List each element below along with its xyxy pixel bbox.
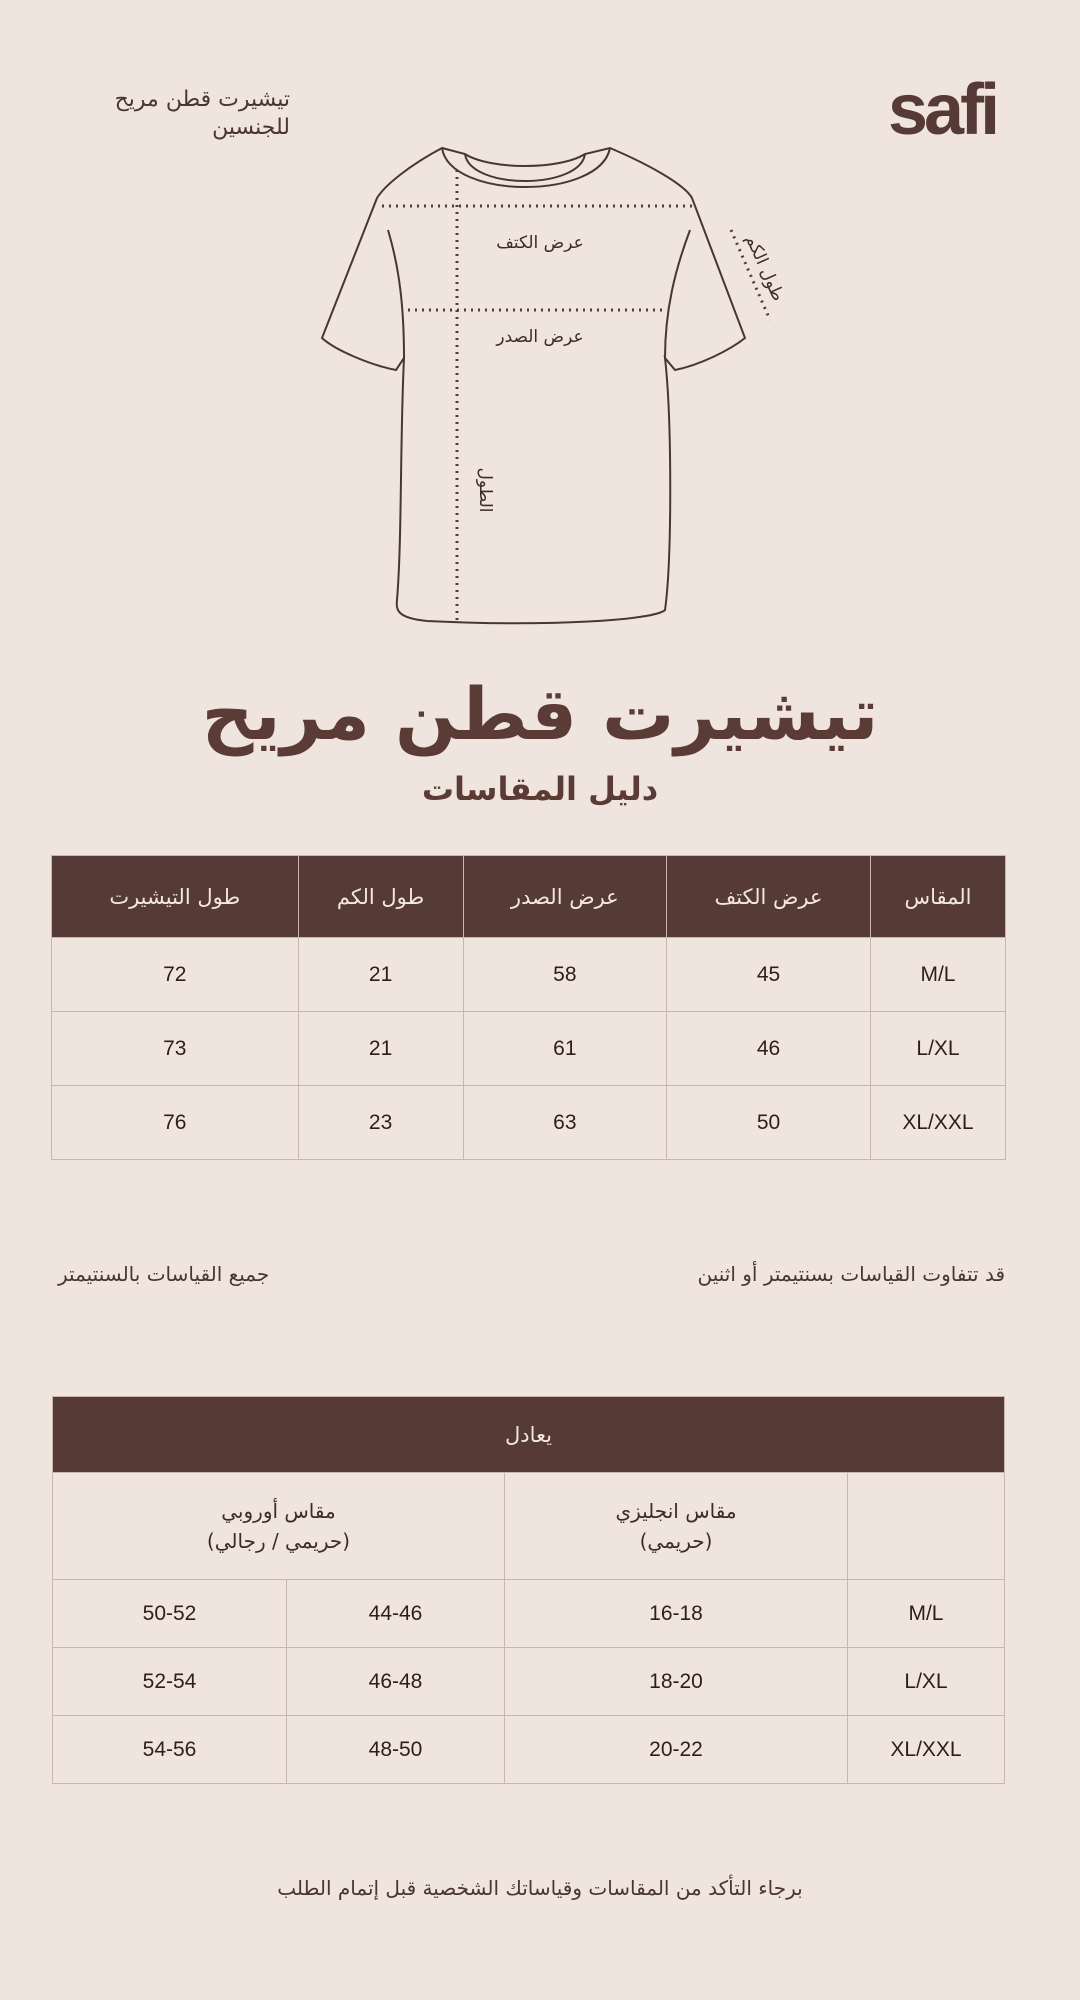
label-shoulder-width: عرض الكتف	[496, 233, 584, 253]
header-sleeve: طول الكم	[298, 856, 463, 938]
cell-sleeve: 21	[298, 1012, 463, 1086]
cell-chest: 61	[463, 1012, 666, 1086]
cell-eu-women: 44-46	[287, 1580, 505, 1648]
header-length: طول التيشيرت	[52, 856, 299, 938]
equivalence-table	[52, 1396, 1005, 1784]
cell-eu-men: 54-56	[53, 1716, 287, 1784]
logo-text: safi	[888, 70, 997, 144]
cell-chest: 58	[463, 938, 666, 1012]
table-row	[53, 1580, 1005, 1648]
label-sleeve-length: طول الكم	[741, 231, 789, 305]
size-table-header	[52, 856, 1006, 938]
cell-size: XL/XXL	[870, 1086, 1005, 1160]
size-table	[51, 855, 1006, 1160]
page-subtitle: دليل المقاسات	[421, 770, 659, 808]
product-name-line1: تيشيرت قطن مريح	[114, 87, 290, 112]
cell-sleeve: 23	[298, 1086, 463, 1160]
equivalence-title: يعادل	[53, 1397, 1005, 1473]
cell-length: 76	[52, 1086, 299, 1160]
header-chest: عرض الصدر	[463, 856, 666, 938]
header-shoulder: عرض الكتف	[667, 856, 871, 938]
footer-note: برجاء التأكد من المقاسات وقياساتك الشخصية قبل إتمام الطلب	[277, 1876, 803, 1900]
table-row	[52, 1012, 1006, 1086]
table-row	[52, 1086, 1006, 1160]
cell-size: L/XL	[848, 1648, 1005, 1716]
cell-eu-women: 48-50	[287, 1716, 505, 1784]
cell-size: XL/XXL	[848, 1716, 1005, 1784]
cell-eu-women: 46-48	[287, 1648, 505, 1716]
variance-note: قد تتفاوت القياسات بسنتيمتر أو اثنين	[697, 1262, 1005, 1286]
tshirt-diagram	[300, 140, 800, 660]
cell-sleeve: 21	[298, 938, 463, 1012]
product-name	[50, 86, 290, 142]
cell-size: M/L	[870, 938, 1005, 1012]
cell-uk: 18-20	[505, 1648, 848, 1716]
page-title: تيشيرت قطن مريح	[201, 672, 879, 756]
cell-uk: 20-22	[505, 1716, 848, 1784]
cell-eu-men: 52-54	[53, 1648, 287, 1716]
cell-eu-men: 50-52	[53, 1580, 287, 1648]
cell-shoulder: 45	[667, 938, 871, 1012]
cell-length: 72	[52, 938, 299, 1012]
shirt-outline	[322, 148, 745, 623]
cell-uk: 16-18	[505, 1580, 848, 1648]
cell-shoulder: 50	[667, 1086, 871, 1160]
header-size: المقاس	[870, 856, 1005, 938]
uk-size-header: مقاس انجليزي (حريمي)	[505, 1473, 848, 1580]
shirt-collar-inner	[465, 154, 585, 181]
label-chest-width: عرض الصدر	[496, 327, 584, 347]
table-row	[52, 938, 1006, 1012]
empty-header-cell	[848, 1473, 1005, 1580]
cell-size: M/L	[848, 1580, 1005, 1648]
safi-logo	[888, 54, 1008, 144]
cell-shoulder: 46	[667, 1012, 871, 1086]
table-row	[53, 1648, 1005, 1716]
cell-length: 73	[52, 1012, 299, 1086]
cell-chest: 63	[463, 1086, 666, 1160]
table-row	[53, 1716, 1005, 1784]
units-note: جميع القياسات بالسنتيمتر	[58, 1262, 270, 1286]
product-name-line2: للجنسين	[212, 115, 290, 140]
label-length: الطول	[475, 467, 495, 513]
eu-size-header: مقاس أوروبي (حريمي / رجالي)	[53, 1473, 505, 1580]
cell-size: L/XL	[870, 1012, 1005, 1086]
